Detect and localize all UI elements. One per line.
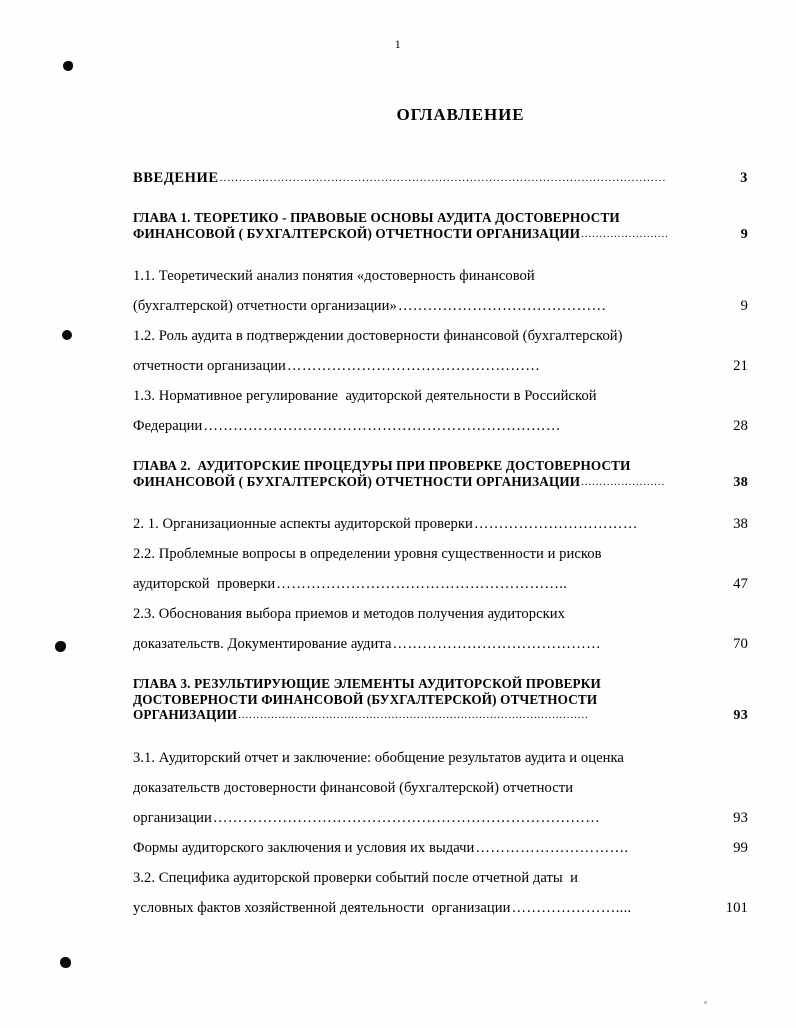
leader-dots: ....................... xyxy=(581,475,666,488)
spacer xyxy=(133,243,748,261)
chapter-heading-line-1: ГЛАВА 3. РЕЗУЛЬТИРУЮЩИЕ ЭЛЕМЕНТЫ АУДИТОРСКОЙ ПРОВЕРКИ xyxy=(133,676,601,691)
toc-page-number: 93 xyxy=(733,809,748,826)
section-line-2: аудиторской проверки xyxy=(133,576,276,592)
toc-entry-section-3-1-forms[interactable] xyxy=(133,833,748,863)
toc-page-number: 3 xyxy=(735,170,748,186)
leader-dots: ………………….... xyxy=(511,899,632,916)
chapter-heading-line-3: ОРГАНИЗАЦИИ xyxy=(133,707,238,722)
leader-dots: …………………………………………………………………… xyxy=(212,809,601,826)
toc-entry-section-1-3[interactable] xyxy=(133,381,748,441)
spacer xyxy=(133,441,748,458)
toc-entry-section-1-1[interactable] xyxy=(133,261,748,321)
leader-dots: …………………………………… xyxy=(392,636,602,652)
section-line-1: 3.2. Специфика аудиторской проверки событий после отчетной даты и xyxy=(133,869,579,886)
toc-page-number: 70 xyxy=(733,636,748,652)
toc-entry-label: ВВЕДЕНИЕ xyxy=(133,170,219,186)
toc-entry-chapter-1[interactable] xyxy=(133,210,748,243)
leader-dots: ……………………………………………………………… xyxy=(203,418,561,434)
toc-entry-chapter-2[interactable] xyxy=(133,458,748,491)
leader-dots: …………………………… xyxy=(473,516,638,532)
chapter-heading-line-1: ГЛАВА 2. АУДИТОРСКИЕ ПРОЦЕДУРЫ ПРИ ПРОВЕРКЕ ДОСТОВЕРНОСТИ xyxy=(133,458,631,473)
toc-entry-section-2-1[interactable] xyxy=(133,509,748,539)
section-line-1: 2. 1. Организационные аспекты аудиторской проверки xyxy=(133,516,473,532)
scan-artifact-speck xyxy=(704,1001,707,1004)
chapter-heading-line-2: ФИНАНСОВОЙ ( БУХГАЛТЕРСКОЙ) ОТЧЕТНОСТИ ОРГАНИЗАЦИИ xyxy=(133,473,581,489)
section-line-1: 3.1. Аудиторский отчет и заключение: обобщение результатов аудита и оценка xyxy=(133,749,624,766)
toc-entry-introduction[interactable] xyxy=(133,169,748,188)
toc-entry-section-2-3[interactable] xyxy=(133,599,748,659)
section-line-2: отчетности организации xyxy=(133,358,286,374)
leader-dots: …………………………………… xyxy=(397,298,607,314)
section-line-2: Федерации xyxy=(133,418,203,434)
section-line-1: Формы аудиторского заключения и условия их выдачи xyxy=(133,839,475,856)
toc-entry-chapter-3[interactable] xyxy=(133,676,748,725)
spacer xyxy=(133,188,748,210)
section-line-1: 2.3. Обоснования выбора приемов и методов получения аудиторских xyxy=(133,606,565,622)
spacer xyxy=(133,659,748,676)
toc-entry-section-3-1[interactable] xyxy=(133,743,748,833)
toc-entry-section-2-2[interactable] xyxy=(133,539,748,599)
page-title: ОГЛАВЛЕНИЕ xyxy=(396,105,525,124)
toc-page-number: 21 xyxy=(733,358,748,374)
section-line-3: организации xyxy=(133,809,212,826)
spacer xyxy=(133,491,748,509)
toc-page-number: 101 xyxy=(725,899,748,916)
scan-artifact-dot-1 xyxy=(63,61,73,71)
section-line-1: 2.2. Проблемные вопросы в определении уровня существенности и рисков xyxy=(133,546,602,562)
toc-entry-section-1-2[interactable] xyxy=(133,321,748,381)
toc-page-number: 9 xyxy=(736,298,748,314)
section-line-1: 1.3. Нормативное регулирование аудиторской деятельности в Российской xyxy=(133,388,597,404)
section-line-1: 1.1. Теоретический анализ понятия «достоверность финансовой xyxy=(133,268,535,284)
scan-artifact-dot-4 xyxy=(60,957,71,968)
toc-entry-section-3-2[interactable] xyxy=(133,863,748,923)
leader-dots: …………………………. xyxy=(475,839,629,856)
page-folio-number: 1 xyxy=(394,37,402,51)
chapter-heading-line-2: ДОСТОВЕРНОСТИ ФИНАНСОВОЙ (БУХГАЛТЕРСКОЙ) ОТЧЕТНОСТИ xyxy=(133,691,598,707)
scan-artifact-dot-2 xyxy=(62,330,72,340)
toc-page-number: 93 xyxy=(729,708,748,723)
toc-page-number: 99 xyxy=(729,839,748,856)
leader-dots: ........................ xyxy=(581,227,669,240)
toc-page-number: 28 xyxy=(733,418,748,434)
table-of-contents xyxy=(133,105,748,923)
leader-dots: …………………………………………… xyxy=(286,358,541,374)
toc-page-number: 9 xyxy=(736,226,748,242)
section-line-2: доказательств. Документирование аудита xyxy=(133,636,392,652)
chapter-heading-line-2: ФИНАНСОВОЙ ( БУХГАЛТЕРСКОЙ) ОТЧЕТНОСТИ ОРГАНИЗАЦИИ xyxy=(133,225,581,241)
toc-page-number: 38 xyxy=(729,474,748,490)
leader-dots: .................................................................................................................... xyxy=(219,172,667,184)
leader-dots: ................................................................................................ xyxy=(238,709,589,721)
section-line-2: доказательств достоверности финансовой (бухгалтерской) отчетности xyxy=(133,779,574,796)
toc-page-number: 47 xyxy=(729,576,748,592)
toc-page-number: 38 xyxy=(733,516,748,532)
section-line-2: условных фактов хозяйственной деятельности организации xyxy=(133,899,511,916)
spacer xyxy=(133,725,748,743)
section-line-2: (бухгалтерской) отчетности организации» xyxy=(133,298,397,314)
leader-dots: ………………………………………………….. xyxy=(276,576,568,592)
scan-artifact-dot-3 xyxy=(55,641,66,652)
chapter-heading-line-1: ГЛАВА 1. ТЕОРЕТИКО - ПРАВОВЫЕ ОСНОВЫ АУДИТА ДОСТОВЕРНОСТИ xyxy=(133,210,620,225)
section-line-1: 1.2. Роль аудита в подтверждении достоверности финансовой (бухгалтерской) xyxy=(133,328,623,344)
